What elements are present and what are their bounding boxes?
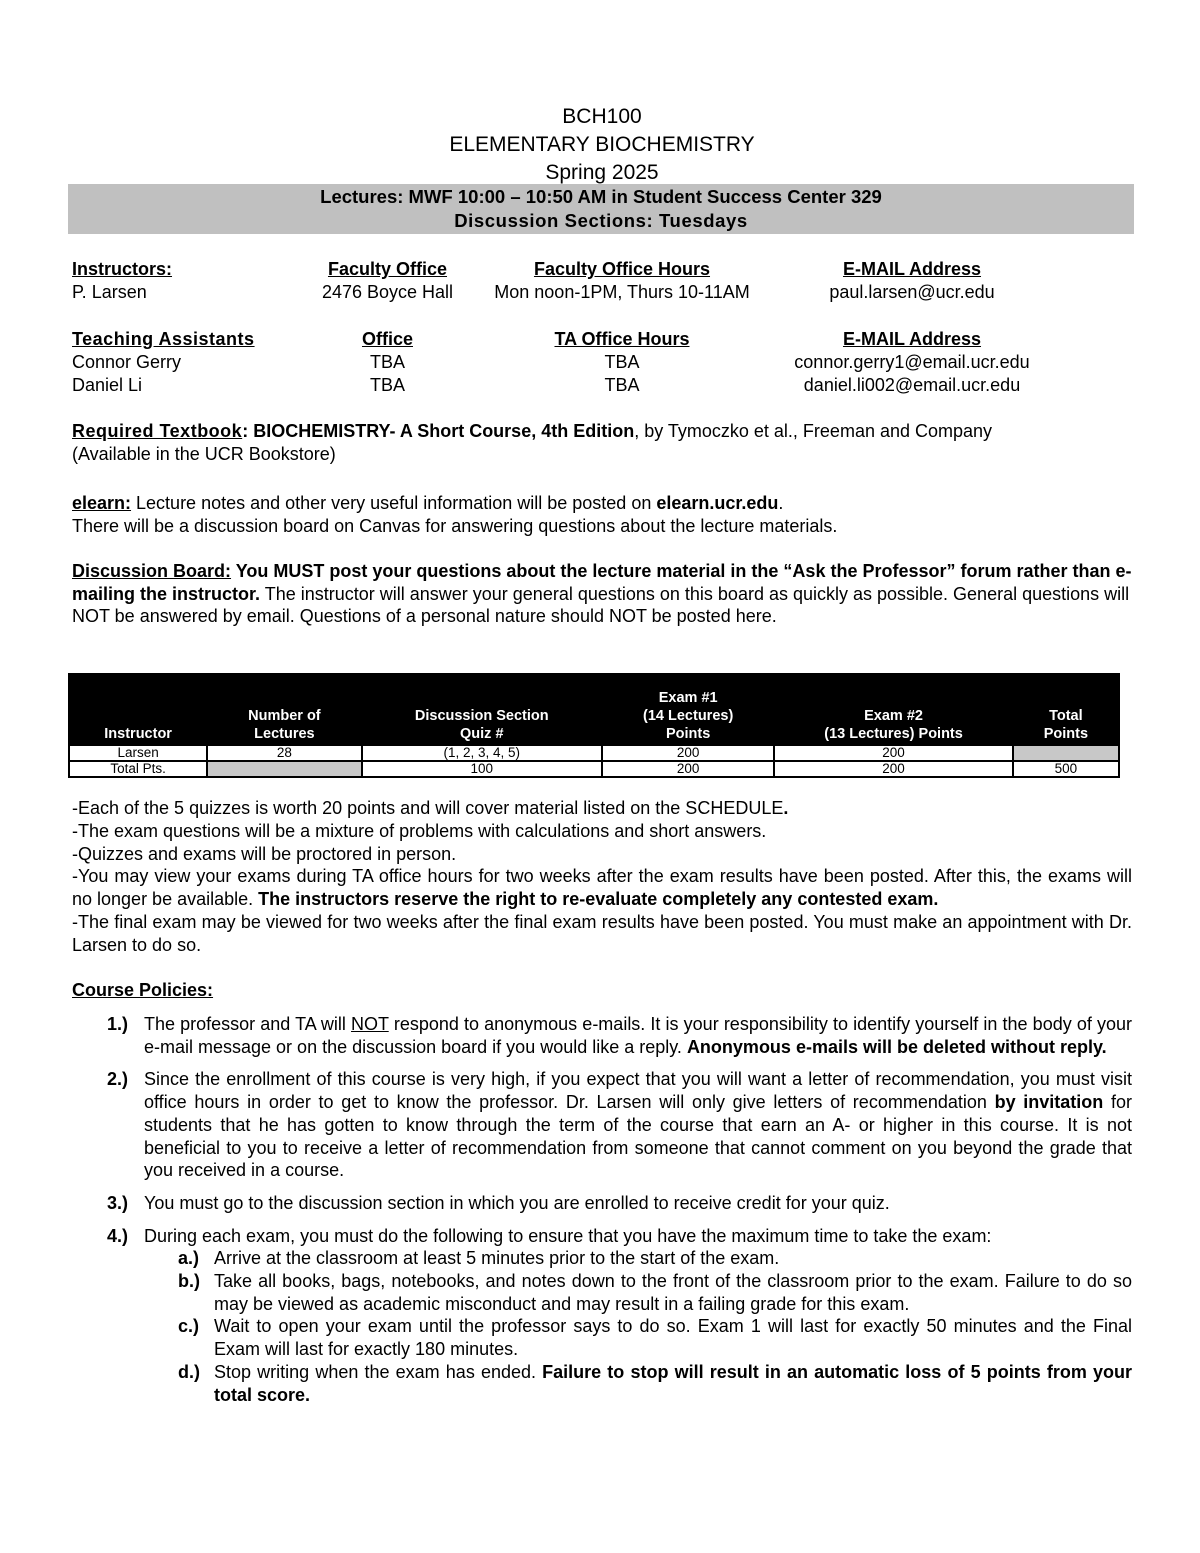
textbook-title: BIOCHEMISTRY- A Short Course, 4th Edition xyxy=(248,421,635,441)
tas-block xyxy=(72,328,1132,397)
instructor-email[interactable]: paul.larsen@ucr.edu xyxy=(829,282,995,302)
ta-email[interactable]: connor.gerry1@email.ucr.edu xyxy=(794,352,1030,372)
col-quiz: Discussion Section Quiz # xyxy=(362,673,602,745)
faculty-hours-heading: Faculty Office Hours xyxy=(533,259,711,279)
note-final-exam: -The final exam may be viewed for two weeks after the final exam results have been posted. You must make an appointment with Dr. Larsen to do so. xyxy=(72,911,1132,955)
tas-heading: Teaching Assistants xyxy=(72,329,255,349)
policies-title: Course Policies: xyxy=(72,980,214,1000)
table-row xyxy=(69,761,1119,777)
policy-item: 4.) During each exam, you must do the following to ensure that you have the maximum time to take the exam: xyxy=(107,1225,992,1246)
textbook-availability: (Available in the UCR Bookstore) xyxy=(72,443,336,464)
course-term: Spring 2025 xyxy=(545,161,659,184)
ta-email-heading: E-MAIL Address xyxy=(842,329,982,349)
ta-hours: TBA xyxy=(604,352,640,372)
faculty-office-heading: Faculty Office xyxy=(327,259,448,279)
ta-office: TBA xyxy=(369,375,405,395)
grading-table xyxy=(68,673,1120,778)
title-block xyxy=(72,103,1132,187)
table-cell: 200 xyxy=(602,761,774,777)
discussion-board-label: Discussion Board: xyxy=(72,561,232,581)
table-cell xyxy=(207,761,361,777)
policy-number: 3.) xyxy=(107,1192,129,1213)
ta-hours-heading: TA Office Hours xyxy=(554,329,690,349)
subitem-letter: a.) xyxy=(178,1248,200,1269)
instructor-hours: Mon noon-1PM, Thurs 10-11AM xyxy=(494,282,750,302)
note-quizzes: -Each of the 5 quizzes is worth 20 points and will cover material listed on the SCHEDULE. xyxy=(72,798,789,818)
elearn-label: elearn: xyxy=(72,493,132,513)
table-row xyxy=(69,745,1119,761)
discussion-board-note: There will be a discussion board on Canvas for answering questions about the lecture materials. xyxy=(72,515,838,536)
col-exam2: Exam #2 (13 Lectures) Points xyxy=(774,673,1012,745)
tas-header-row xyxy=(72,328,1132,351)
note-view-exams: -You may view your exams during TA office hours for two weeks after the exam results have been posted. After this, the exams will no longer be available. The instructors reserve the right to re-evaluate completely any contested exam. xyxy=(72,866,1132,910)
discussion-times: Discussion Sections: Tuesdays xyxy=(454,210,748,231)
table-cell: 200 xyxy=(774,745,1012,761)
policy-subitem: b.) Take all books, bags, notebooks, and notes down to the front of the classroom prior to the exam. Failure to do so may be viewed as academic misconduct and may result in a failing grade for this exam. xyxy=(178,1271,1132,1314)
course-code: BCH100 xyxy=(562,105,642,128)
textbook-author: , by Tymoczko et al., Freeman and Company xyxy=(634,421,993,441)
table-cell: 200 xyxy=(602,745,774,761)
policy-item: 2.) Since the enrollment of this course is very high, if you expect that you will want a letter of recommendation, you must visit office hours in order to get to know the professor. Dr. Larsen will only give letters of recommendation by invitation for students that he has gotten to know through the term of the course that earn an A- or higher in this course. It is not beneficial to you to receive a letter of recommendation from someone that cannot comment on you beyond the grade that you received in a course. xyxy=(107,1069,1132,1181)
note-exam-questions: -The exam questions will be a mixture of problems with calculations and short answers. xyxy=(72,820,767,841)
ta-row xyxy=(72,374,1132,397)
subitem-letter: d.) xyxy=(178,1361,200,1382)
table-cell: (1, 2, 3, 4, 5) xyxy=(362,745,602,761)
instructors-heading: Instructors: xyxy=(72,259,173,279)
ta-office-heading: Office xyxy=(361,329,413,349)
subitem-letter: c.) xyxy=(178,1316,200,1337)
discussion-board-section xyxy=(72,560,1132,628)
subitem-letter: b.) xyxy=(178,1271,200,1292)
col-lectures: Number of Lectures xyxy=(207,673,361,745)
instructor-row xyxy=(72,281,1132,304)
table-cell: 500 xyxy=(1013,761,1119,777)
policy-number: 1.) xyxy=(107,1014,129,1034)
elearn-period: . xyxy=(778,493,784,513)
elearn-section xyxy=(72,492,1132,537)
policy-subitem: d.) Stop writing when the exam has ended. Failure to stop will result in an automatic loss of 5 points from your total score. xyxy=(178,1361,1132,1405)
faculty-email-heading: E-MAIL Address xyxy=(842,259,982,279)
ta-name: Connor Gerry xyxy=(72,352,182,372)
policy-item: 3.) You must go to the discussion section in which you are enrolled to receive credit for your quiz. xyxy=(107,1192,890,1213)
ta-hours: TBA xyxy=(604,375,640,395)
instructor-office: 2476 Boyce Hall xyxy=(321,282,454,302)
elearn-link[interactable]: elearn.ucr.edu xyxy=(656,493,779,513)
elearn-text: Lecture notes and other very useful information will be posted on xyxy=(131,493,657,513)
instructors-block xyxy=(72,258,1132,304)
table-cell: Larsen xyxy=(69,745,207,761)
schedule-banner xyxy=(68,184,1134,234)
ta-email[interactable]: daniel.li002@email.ucr.edu xyxy=(803,375,1021,395)
note-proctored: -Quizzes and exams will be proctored in person. xyxy=(72,843,457,864)
instructor-name: P. Larsen xyxy=(72,282,147,302)
policy-number: 4.) xyxy=(107,1225,129,1246)
col-exam1: Exam #1 (14 Lectures) Points xyxy=(602,673,774,745)
table-cell xyxy=(1013,745,1119,761)
lecture-times: Lectures: MWF 10:00 – 10:50 AM in Student Success Center 329 xyxy=(320,186,882,207)
discussion-board-text: The instructor will answer your general questions on this board as quickly as possible. General questions will NOT be answered by email. Questions of a personal nature should NOT be posted here. xyxy=(72,583,1130,627)
grading-table-header xyxy=(69,673,1119,745)
ta-office: TBA xyxy=(369,352,405,372)
instructors-header-row xyxy=(72,258,1132,281)
textbook-line xyxy=(72,420,1132,443)
textbook-section xyxy=(72,420,1132,465)
ta-name: Daniel Li xyxy=(72,375,143,395)
course-name: ELEMENTARY BIOCHEMISTRY xyxy=(449,133,755,156)
policy-subitem: c.) Wait to open your exam until the professor says to do so. Exam 1 will last for exactly 50 minutes and the Final Exam will last for exactly 180 minutes. xyxy=(178,1316,1132,1360)
policy-item: 1.) The professor and TA will NOT respond to anonymous e-mails. It is your responsibility to identify yourself in the body of your e-mail message or on the discussion board if you would like a reply. Anonymous e-mails will be deleted without reply. xyxy=(107,1014,1132,1057)
table-cell: 200 xyxy=(774,761,1012,777)
table-cell: Total Pts. xyxy=(69,761,207,777)
col-instructor: Instructor xyxy=(69,673,207,745)
policy-number: 2.) xyxy=(107,1069,129,1090)
grading-notes xyxy=(72,797,1132,957)
textbook-label: Required Textbook xyxy=(72,421,243,441)
textbook-colon: : xyxy=(242,421,249,441)
table-cell: 28 xyxy=(207,745,361,761)
col-total: Total Points xyxy=(1013,673,1119,745)
discussion-board-bold: You MUST post your questions about the lecture material in the “Ask the Professor” forum rather than e-mailing the instructor. xyxy=(72,561,1132,604)
ta-row xyxy=(72,351,1132,374)
course-policies xyxy=(72,979,1132,1406)
table-cell: 100 xyxy=(362,761,602,777)
elearn-line xyxy=(72,492,1132,515)
policy-subitem: a.) Arrive at the classroom at least 5 minutes prior to the start of the exam. xyxy=(178,1248,780,1269)
